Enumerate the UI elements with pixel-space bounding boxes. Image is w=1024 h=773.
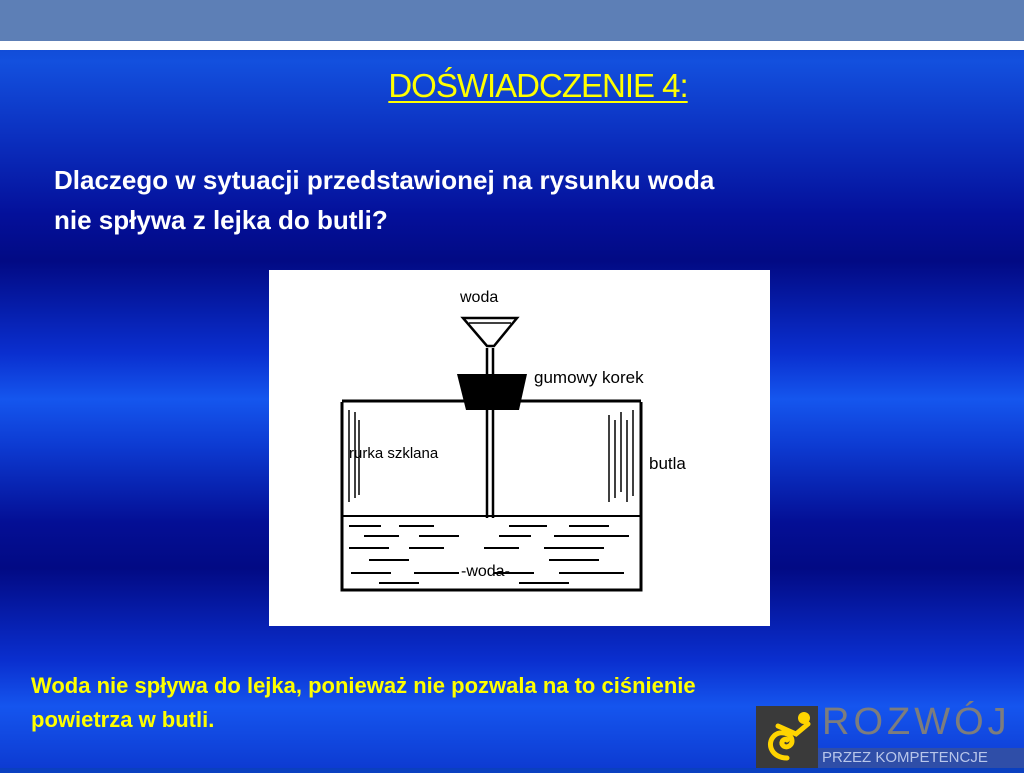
rubber-stopper <box>457 374 527 410</box>
rozwoj-logo <box>756 700 1024 768</box>
experiment-diagram <box>269 270 770 626</box>
header-divider <box>0 41 1024 50</box>
slide-title: DOŚWIADCZENIE 4: <box>388 67 688 104</box>
logo-name: ROZWÓJ <box>822 701 1011 743</box>
header-bar <box>0 0 1024 41</box>
label-tube: rurka szklana <box>349 445 439 462</box>
label-bottle: butla <box>649 454 686 473</box>
funnel <box>463 318 517 346</box>
answer-text: Woda nie spływa do lejka, ponieważ nie pozwala na to ciśnienie powietrza w butli. <box>31 673 696 732</box>
spiral-person-icon <box>756 706 818 768</box>
label-stopper: gumowy korek <box>534 368 644 387</box>
bottle-outline <box>342 401 641 590</box>
label-bottom-water: -woda- <box>461 563 510 580</box>
glass-tube <box>487 348 493 518</box>
label-funnel-water: woda <box>460 289 499 306</box>
question-text: Dlaczego w sytuacji przedstawionej na rysunku woda nie spływa z lejka do butli? <box>54 165 715 235</box>
logo-subtitle: PRZEZ KOMPETENCJE <box>818 748 1024 768</box>
